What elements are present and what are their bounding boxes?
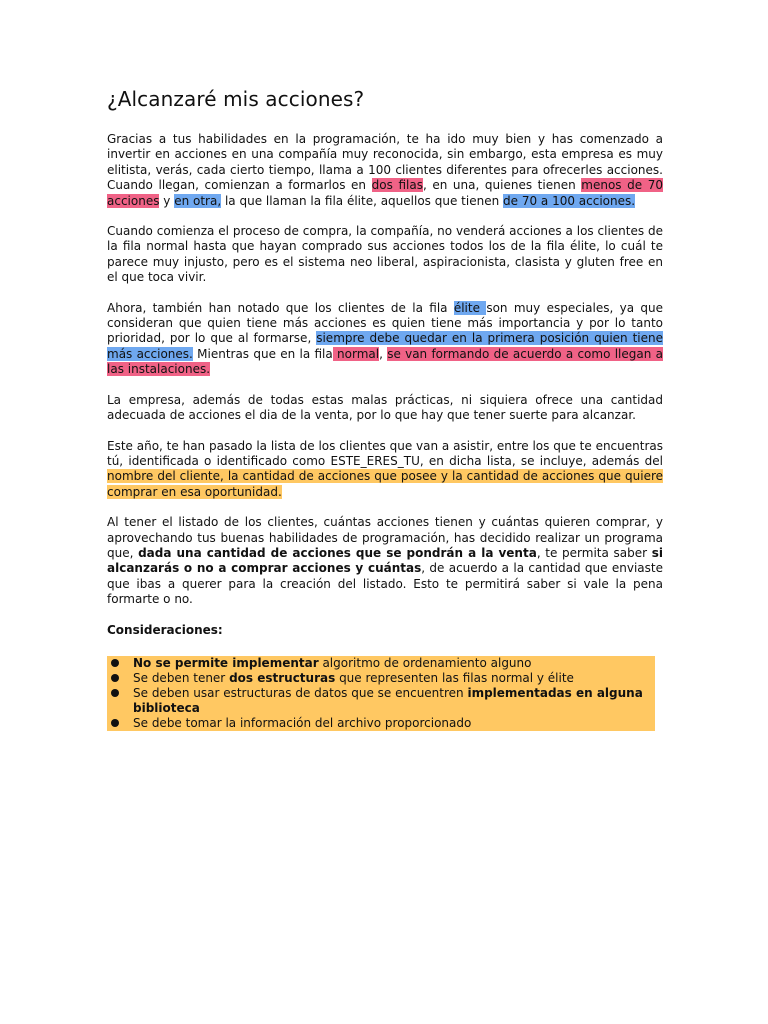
bullet-icon	[111, 674, 119, 682]
paragraph-6	[107, 515, 663, 607]
p1-highlight-menos-70: menos de 70 acciones	[107, 178, 664, 208]
item-bold: implementadas en alguna biblioteca	[133, 685, 643, 715]
p6-text-1: Al tener el listado de los clientes, cuántas acciones tienen y cuántas quieren comprar, y aprovechando tus buenas habilidades de programación, has decidido realizar un programa que,	[107, 515, 663, 560]
considerations-heading: Consideraciones:	[107, 622, 223, 637]
paragraph-5	[107, 439, 663, 501]
list-item	[107, 656, 655, 671]
considerations-list	[107, 656, 663, 731]
p1-highlight-dos-filas: dos filas	[371, 178, 423, 193]
bullet-icon	[111, 689, 119, 697]
list-item	[107, 716, 655, 731]
p6-bold-1: dada una cantidad de acciones que se pondrán a la venta	[138, 545, 537, 560]
p6-bold-2: si alcanzarás o no a comprar acciones y cuántas	[107, 545, 663, 576]
paragraph-1	[107, 132, 663, 209]
p6-text-2: , te permita saber	[536, 545, 652, 560]
p5-text-1: Este año, te han pasado la lista de los clientes que van a asistir, entre los que te encuentras tú, identificada o identificado como ESTE_ERES_TU, en dicha lista, se incluye, además del	[107, 438, 663, 468]
item-bold: No se permite implementar	[133, 655, 319, 670]
item-pre: Se debe tomar la información del archivo proporcionado	[133, 715, 472, 730]
p3-text-4: ,	[379, 346, 388, 361]
p6-text-3: , de acuerdo a la cantidad que enviaste que ibas a querer para la creación del listado. Esto te permitirá saber si vale la pena formarte o no.	[107, 561, 663, 607]
p3-highlight-llegada: se van formando de acuerdo a como llegan a las instalaciones.	[107, 346, 663, 377]
paragraph-2: Cuando comienza el proceso de compra, la compañía, no venderá acciones a los clientes de la fila normal hasta que hayan comprado sus acciones todos los de la fila élite, lo cuál te parece muy injusto, pero es el sistema neo liberal, aspiracionista, clasista y gluten free en el que toca vivir.	[107, 224, 663, 285]
p3-text-3: Mientras que en la fila	[192, 346, 333, 361]
p3-highlight-primera-posicion: siempre debe quedar en la primera posición quien tiene más acciones.	[107, 331, 664, 361]
item-pre: Se deben usar estructuras de datos que se encuentren	[133, 685, 468, 700]
document-title: ¿Alcanzaré mis acciones?	[107, 87, 365, 111]
p1-text-3: y	[159, 193, 175, 208]
document-page	[107, 86, 663, 731]
p1-text-1: Gracias a tus habilidades en la programación, te ha ido muy bien y has comenzado a invertir en acciones en una compañía muy reconocida, sin embargo, esta empresa es muy elitista, verás, cada cierto tiempo, llama a 100 clientes diferentes para ofrecerles acciones. Cuando llegan, comienzan a formarlos en	[107, 132, 663, 193]
bullet-icon	[111, 719, 119, 727]
paragraph-4: La empresa, además de todas estas malas prácticas, ni siquiera ofrece una cantidad adecuada de acciones el dia de la venta, por lo que hay que tener suerte para alcanzar.	[107, 392, 663, 423]
p1-text-4: la que llaman la fila élite, aquellos que tienen	[221, 193, 503, 208]
list-item	[107, 686, 655, 716]
p3-highlight-elite: élite	[453, 300, 487, 315]
item-bold: dos estructuras	[229, 670, 336, 685]
item-text: que representen las filas normal y élite	[335, 670, 574, 685]
item-pre: Se deben tener	[133, 670, 230, 685]
paragraph-3	[107, 301, 663, 378]
item-text: algoritmo de ordenamiento alguno	[318, 655, 532, 670]
p1-text-2: , en una, quienes tienen	[422, 178, 582, 193]
p1-highlight-en-otra: en otra,	[174, 193, 222, 208]
p1-highlight-70-100: de 70 a 100 acciones.	[503, 193, 636, 208]
p3-text-1: Ahora, también han notado que los clientes de la fila	[107, 300, 454, 315]
list-item	[107, 671, 655, 686]
p3-text-2: son muy especiales, ya que consideran que quien tiene más acciones es quien tiene más importancia y por lo tanto prioridad, por lo que al formarse,	[107, 300, 663, 346]
p5-highlight-nombre-cliente: nombre del cliente, la cantidad de acciones que posee y la cantidad de acciones que quiere comprar en esa oportunidad.	[107, 469, 663, 499]
bullet-icon	[111, 659, 119, 667]
p3-highlight-normal: normal	[332, 346, 380, 361]
